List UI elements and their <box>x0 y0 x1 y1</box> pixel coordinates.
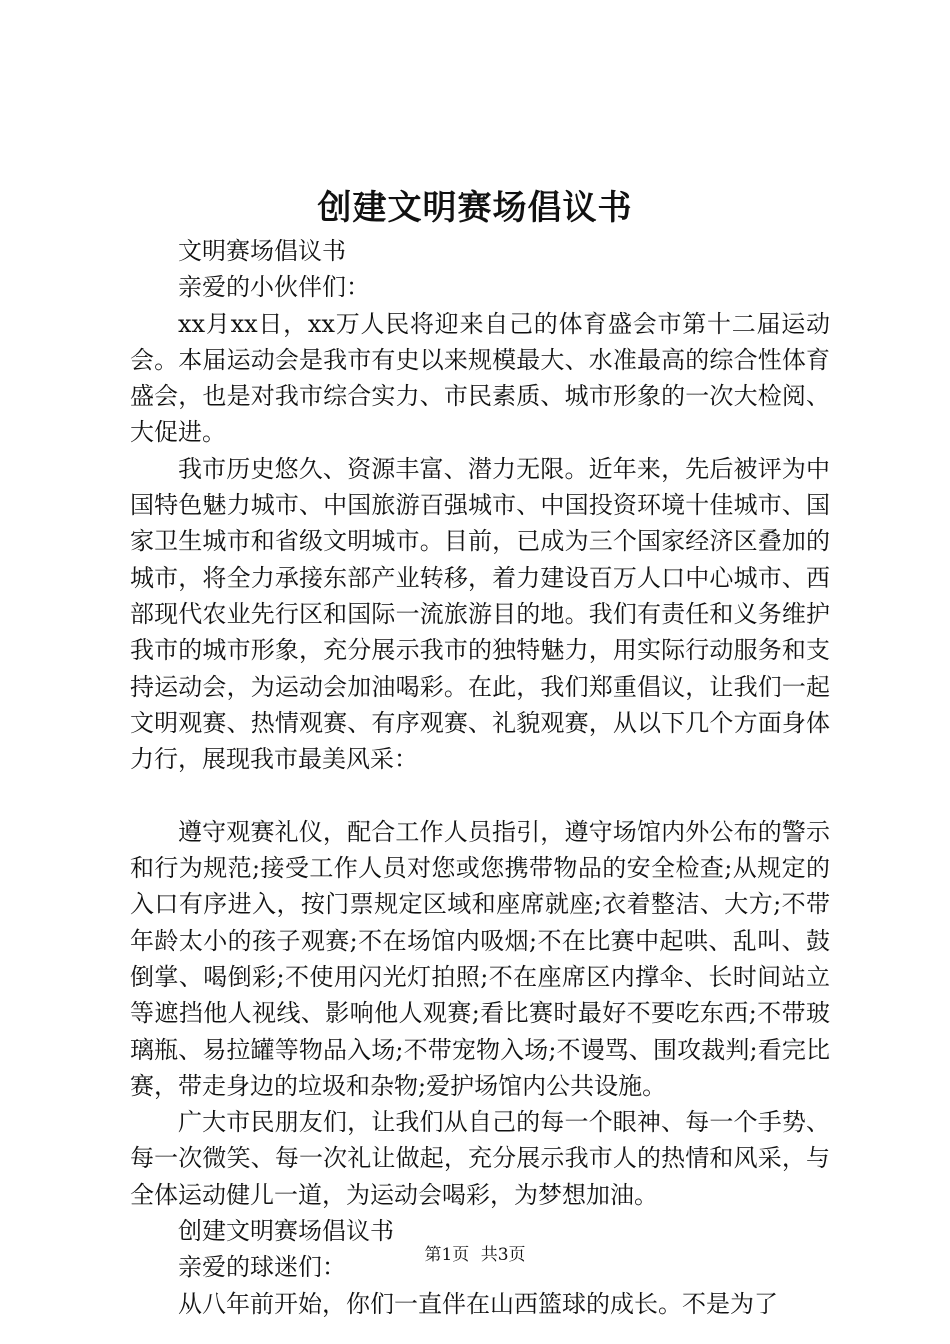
paragraph-appeal: 广大市民朋友们，让我们从自己的每一个眼神、每一个手势、每一次微笑、每一次礼让做起，充分展示我市人的热情和风采，与全体运动健儿一道，为运动会喝彩，为梦想加油。 <box>130 1108 830 1209</box>
document-body <box>130 233 830 1322</box>
page-footer: 第1页 共3页 <box>424 1245 526 1265</box>
paragraph-greeting: 亲爱的小伙伴们： <box>178 273 370 302</box>
paragraph-city-history: 我市历史悠久、资源丰富、潜力无限。近年来，先后被评为中国特色魅力城市、中国旅游百强城市、中国投资环境十佳城市、国家卫生城市和省级文明城市。目前，已成为三个国家经济区叠加的城市，将全力承接东部产业转移，着力建设百万人口中心城市、西部现代农业先行区和国际一流旅游目的地。我们有责任和义务维护我市的城市形象，充分展示我市的独特魅力，用实际行动服务和支持运动会，为运动会加油喝彩。在此，我们郑重倡议，让我们一起文明观赛、热情观赛、有序观赛、礼貌观赛，从以下几个方面身体力行，展现我市最美风采： <box>130 454 830 774</box>
paragraph-second-intro: 从八年前开始，你们一直伴在山西篮球的成长。不是为了 <box>178 1289 778 1318</box>
document-title: 创建文明赛场倡议书 <box>317 188 633 228</box>
paragraph-gap <box>130 777 830 813</box>
paragraph-second-title: 创建文明赛场倡议书 <box>178 1217 394 1246</box>
paragraph-subtitle: 文明赛场倡议书 <box>178 237 346 265</box>
paragraph-second-greeting: 亲爱的球迷们： <box>178 1253 346 1282</box>
paragraph-etiquette: 遵守观赛礼仪，配合工作人员指引，遵守场馆内外公布的警示和行为规范;接受工作人员对您或您携带物品的安全检查;从规定的入口有序进入，按门票规定区域和座席就座;衣着整洁、大方;不带年龄太小的孩子观赛;不在场馆内吸烟;不在比赛中起哄、乱叫、鼓倒掌、喝倒彩;不使用闪光灯拍照;不在座席区内撑伞、长时间站立等遮挡他人视线、影响他人观赛;看比赛时最好不要吃东西;不带玻璃瓶、易拉罐等物品入场;不带宠物入场;不谩骂、围攻裁判;看完比赛，带走身边的垃圾和杂物;爱护场馆内公共设施。 <box>130 817 830 1100</box>
paragraph-intro: xx月xx日，xx万人民将迎来自己的体育盛会市第十二届运动会。本届运动会是我市有史以来规模最大、水准最高的综合性体育盛会，也是对我市综合实力、市民素质、城市形象的一次大检阅、大促进。 <box>130 309 830 447</box>
